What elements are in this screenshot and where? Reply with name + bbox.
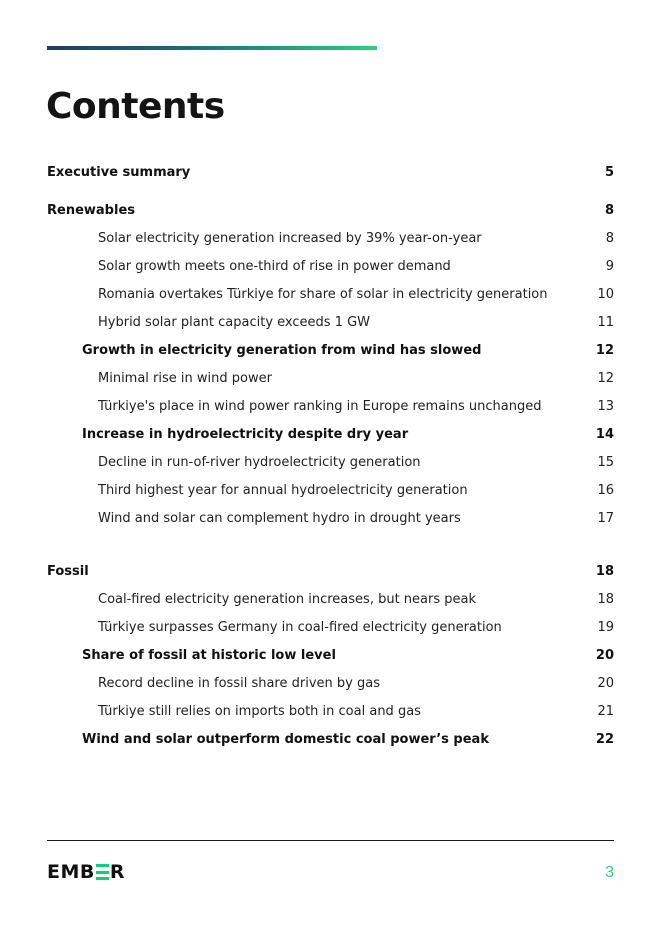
toc-entry[interactable] <box>47 702 614 722</box>
toc-entry-page: 15 <box>597 455 614 470</box>
toc-entry-page: 8 <box>604 203 614 218</box>
toc-entry-label: Romania overtakes Türkiye for share of solar in electricity generation <box>98 287 548 302</box>
toc-entry-page: 10 <box>597 287 614 302</box>
toc-entry-page: 12 <box>595 343 614 358</box>
toc-entry-label: Türkiye's place in wind power ranking in Europe remains unchanged <box>98 399 542 414</box>
toc-entry[interactable] <box>47 562 614 582</box>
ember-logo[interactable] <box>47 862 125 882</box>
toc-entry-page: 11 <box>597 315 614 330</box>
toc-entry[interactable] <box>47 481 614 501</box>
toc-entry-page: 20 <box>595 648 614 663</box>
toc-entry-page: 5 <box>604 165 614 180</box>
footer-divider <box>47 840 614 841</box>
logo-letters-er: R <box>109 861 126 883</box>
toc-entry-label: Solar electricity generation increased by 39% year-on-year <box>98 231 482 246</box>
toc-entry-page: 18 <box>597 592 614 607</box>
logo-green-e <box>96 864 109 880</box>
toc-entry-page: 14 <box>595 427 614 442</box>
toc-entry[interactable] <box>47 453 614 473</box>
header-gradient-bar <box>47 46 377 50</box>
toc-entry-label: Hybrid solar plant capacity exceeds 1 GW <box>98 315 371 330</box>
toc-entry[interactable] <box>47 425 614 445</box>
toc-entry-page: 20 <box>597 676 614 691</box>
toc-entry-page: 18 <box>595 564 614 579</box>
toc-entry[interactable] <box>47 285 614 305</box>
toc-entry-label: Increase in hydroelectricity despite dry year <box>82 427 409 442</box>
toc-entry[interactable] <box>47 229 614 249</box>
toc-entry[interactable] <box>47 674 614 694</box>
toc-entry-page: 13 <box>597 399 614 414</box>
toc-entry-label: Record decline in fossil share driven by gas <box>98 676 380 691</box>
toc-entry-label: Türkiye surpasses Germany in coal-fired electricity generation <box>98 620 502 635</box>
toc-entry-label: Minimal rise in wind power <box>98 371 272 386</box>
toc-entry-label: Coal-fired electricity generation increases, but nears peak <box>98 592 477 607</box>
toc-entry-page: 19 <box>597 620 614 635</box>
toc-entry[interactable] <box>47 341 614 361</box>
toc-entry[interactable] <box>47 313 614 333</box>
toc-entry[interactable] <box>47 397 614 417</box>
toc-entry[interactable] <box>47 163 614 183</box>
toc-entry-label: Third highest year for annual hydroelectricity generation <box>98 483 468 498</box>
logo-letters-em: EMB <box>47 861 95 883</box>
toc-entry-label: Renewables <box>47 203 135 218</box>
toc-entry[interactable] <box>47 201 614 221</box>
page-title: Contents <box>46 86 225 127</box>
toc-entry-label: Share of fossil at historic low level <box>82 648 336 663</box>
page-number: 3 <box>605 864 614 881</box>
toc-entry-label: Solar growth meets one-third of rise in power demand <box>98 259 451 274</box>
toc-entry-page: 16 <box>597 483 614 498</box>
toc-entry-label: Fossil <box>47 564 89 579</box>
toc-entry[interactable] <box>47 618 614 638</box>
toc-entry-page: 21 <box>597 704 614 719</box>
toc-entry[interactable] <box>47 646 614 666</box>
toc-entry-label: Wind and solar can complement hydro in drought years <box>98 511 461 526</box>
toc-entry-page: 8 <box>605 231 614 246</box>
toc-entry-label: Türkiye still relies on imports both in coal and gas <box>98 704 421 719</box>
toc-entry[interactable] <box>47 590 614 610</box>
toc-entry[interactable] <box>47 730 614 750</box>
toc-entry-page: 12 <box>597 371 614 386</box>
toc-entry-page: 22 <box>595 732 614 747</box>
toc-entry[interactable] <box>47 509 614 529</box>
toc-entry-label: Wind and solar outperform domestic coal power’s peak <box>82 732 489 747</box>
toc-entry-page: 17 <box>597 511 614 526</box>
toc-entry-label: Decline in run-of-river hydroelectricity generation <box>98 455 421 470</box>
toc-entry[interactable] <box>47 369 614 389</box>
toc-entry-label: Growth in electricity generation from wind has slowed <box>82 343 482 358</box>
toc-entry-label: Executive summary <box>47 165 191 180</box>
toc-entry[interactable] <box>47 257 614 277</box>
toc-entry-page: 9 <box>605 259 614 274</box>
